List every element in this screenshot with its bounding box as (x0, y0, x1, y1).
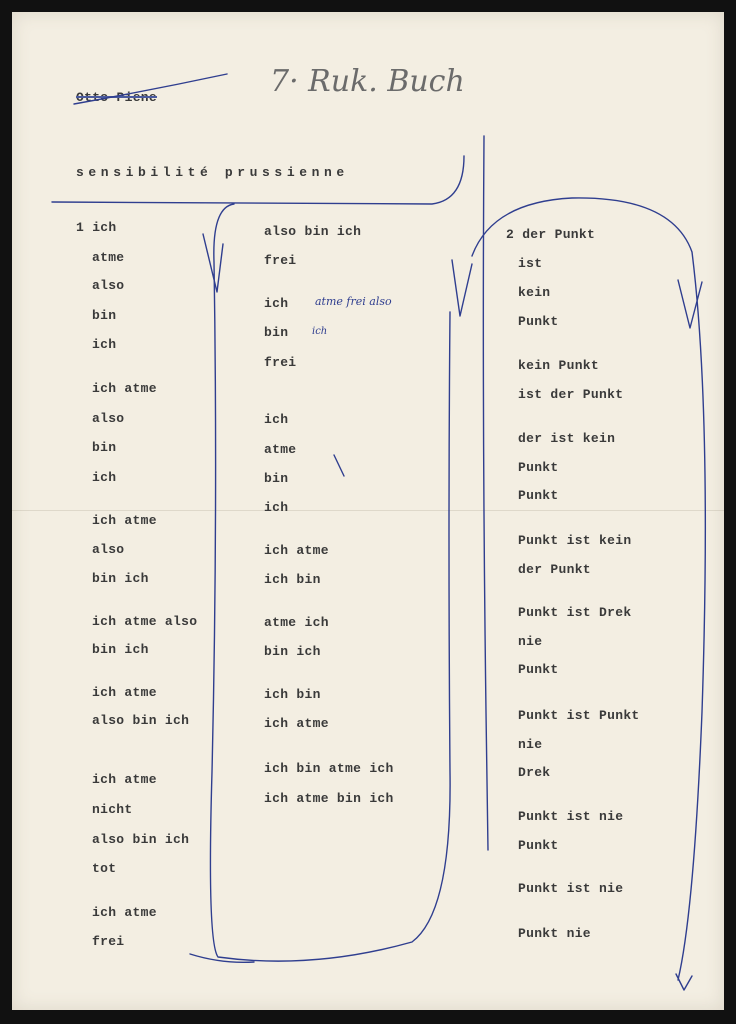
author-strike-mark (74, 74, 227, 104)
column1-line-10: ich atme (92, 513, 157, 528)
handwritten-header-note: 7· Ruk. Buch (270, 64, 465, 99)
column3-line-1: 2 der Punkt (506, 227, 596, 242)
column2-line-10: ich atme (264, 543, 329, 558)
column3-line-8: Punkt (518, 460, 559, 475)
pen-ink-marks (12, 12, 724, 1010)
column1-line-18: nicht (92, 802, 133, 817)
arrow-mark-2 (452, 260, 472, 316)
handwritten-annotation-ich: atme frei also (315, 295, 392, 308)
column2-line-13: bin ich (264, 644, 321, 659)
column1-line-17: ich atme (92, 772, 157, 787)
column2-line-11: ich bin (264, 572, 321, 587)
column1-line-8: bin (92, 440, 117, 455)
handwritten-annotation-bin: ich (312, 326, 328, 337)
column3-loop-mark (472, 198, 705, 980)
column3-line-5: kein Punkt (518, 358, 600, 373)
column1-line-4: bin (92, 308, 117, 323)
column3-line-21: Punkt nie (518, 926, 591, 941)
column2-line-12: atme ich (264, 615, 329, 630)
column3-line-11: der Punkt (518, 562, 591, 577)
column2-line-3: ich (264, 296, 289, 311)
column1-line-19: also bin ich (92, 832, 190, 847)
tick-mark (334, 455, 344, 476)
column1-line-7: also (92, 411, 125, 426)
column3-line-6: ist der Punkt (518, 387, 624, 402)
column1-line-16: also bin ich (92, 713, 190, 728)
column2-line-14: ich bin (264, 687, 321, 702)
column2-line-6: ich (264, 412, 289, 427)
column1-line-6: ich atme (92, 381, 157, 396)
column2-loop-mark (210, 204, 450, 961)
column2-line-2: frei (264, 253, 297, 268)
column2-line-5: frei (264, 355, 297, 370)
struck-author-name: Otto Piene (76, 90, 158, 105)
column1-line-21: ich atme (92, 905, 157, 920)
column-divider-mark (483, 136, 488, 850)
column2-line-16: ich bin atme ich (264, 761, 394, 776)
column3-line-3: kein (518, 285, 551, 300)
column1-line-5: ich (92, 337, 117, 352)
column3-line-12: Punkt ist Drek (518, 605, 632, 620)
column3-line-20: Punkt ist nie (518, 881, 624, 896)
column2-line-15: ich atme (264, 716, 329, 731)
column2-line-7: atme (264, 442, 297, 457)
column3-line-13: nie (518, 634, 543, 649)
column2-line-4: bin (264, 325, 289, 340)
column3-line-14: Punkt (518, 662, 559, 677)
column3-line-10: Punkt ist kein (518, 533, 632, 548)
document-page (12, 12, 724, 1010)
column3-line-18: Punkt ist nie (518, 809, 624, 824)
column3-line-16: nie (518, 737, 543, 752)
column2-line-1: also bin ich (264, 224, 362, 239)
column3-line-7: der ist kein (518, 431, 616, 446)
arrow-mark-1 (203, 234, 223, 292)
column1-line-12: bin ich (92, 571, 149, 586)
column3-line-17: Drek (518, 765, 551, 780)
column3-line-4: Punkt (518, 314, 559, 329)
column3-line-9: Punkt (518, 488, 559, 503)
column1-line-13: ich atme also (92, 614, 198, 629)
column2-line-17: ich atme bin ich (264, 791, 394, 806)
column1-line-1: 1 ich (76, 220, 117, 235)
title-bracket-mark (52, 156, 464, 204)
column1-line-22: frei (92, 934, 125, 949)
column3-line-19: Punkt (518, 838, 559, 853)
column1-line-3: also (92, 278, 125, 293)
column3-line-2: ist (518, 256, 543, 271)
column1-line-2: atme (92, 250, 125, 265)
column2-line-8: bin (264, 471, 289, 486)
column3-line-15: Punkt ist Punkt (518, 708, 640, 723)
column1-line-9: ich (92, 470, 117, 485)
poem-title: sensibilité prussienne (76, 165, 349, 180)
column1-line-11: also (92, 542, 125, 557)
column1-line-14: bin ich (92, 642, 149, 657)
column1-line-20: tot (92, 861, 117, 876)
column2-line-9: ich (264, 500, 289, 515)
column1-line-15: ich atme (92, 685, 157, 700)
